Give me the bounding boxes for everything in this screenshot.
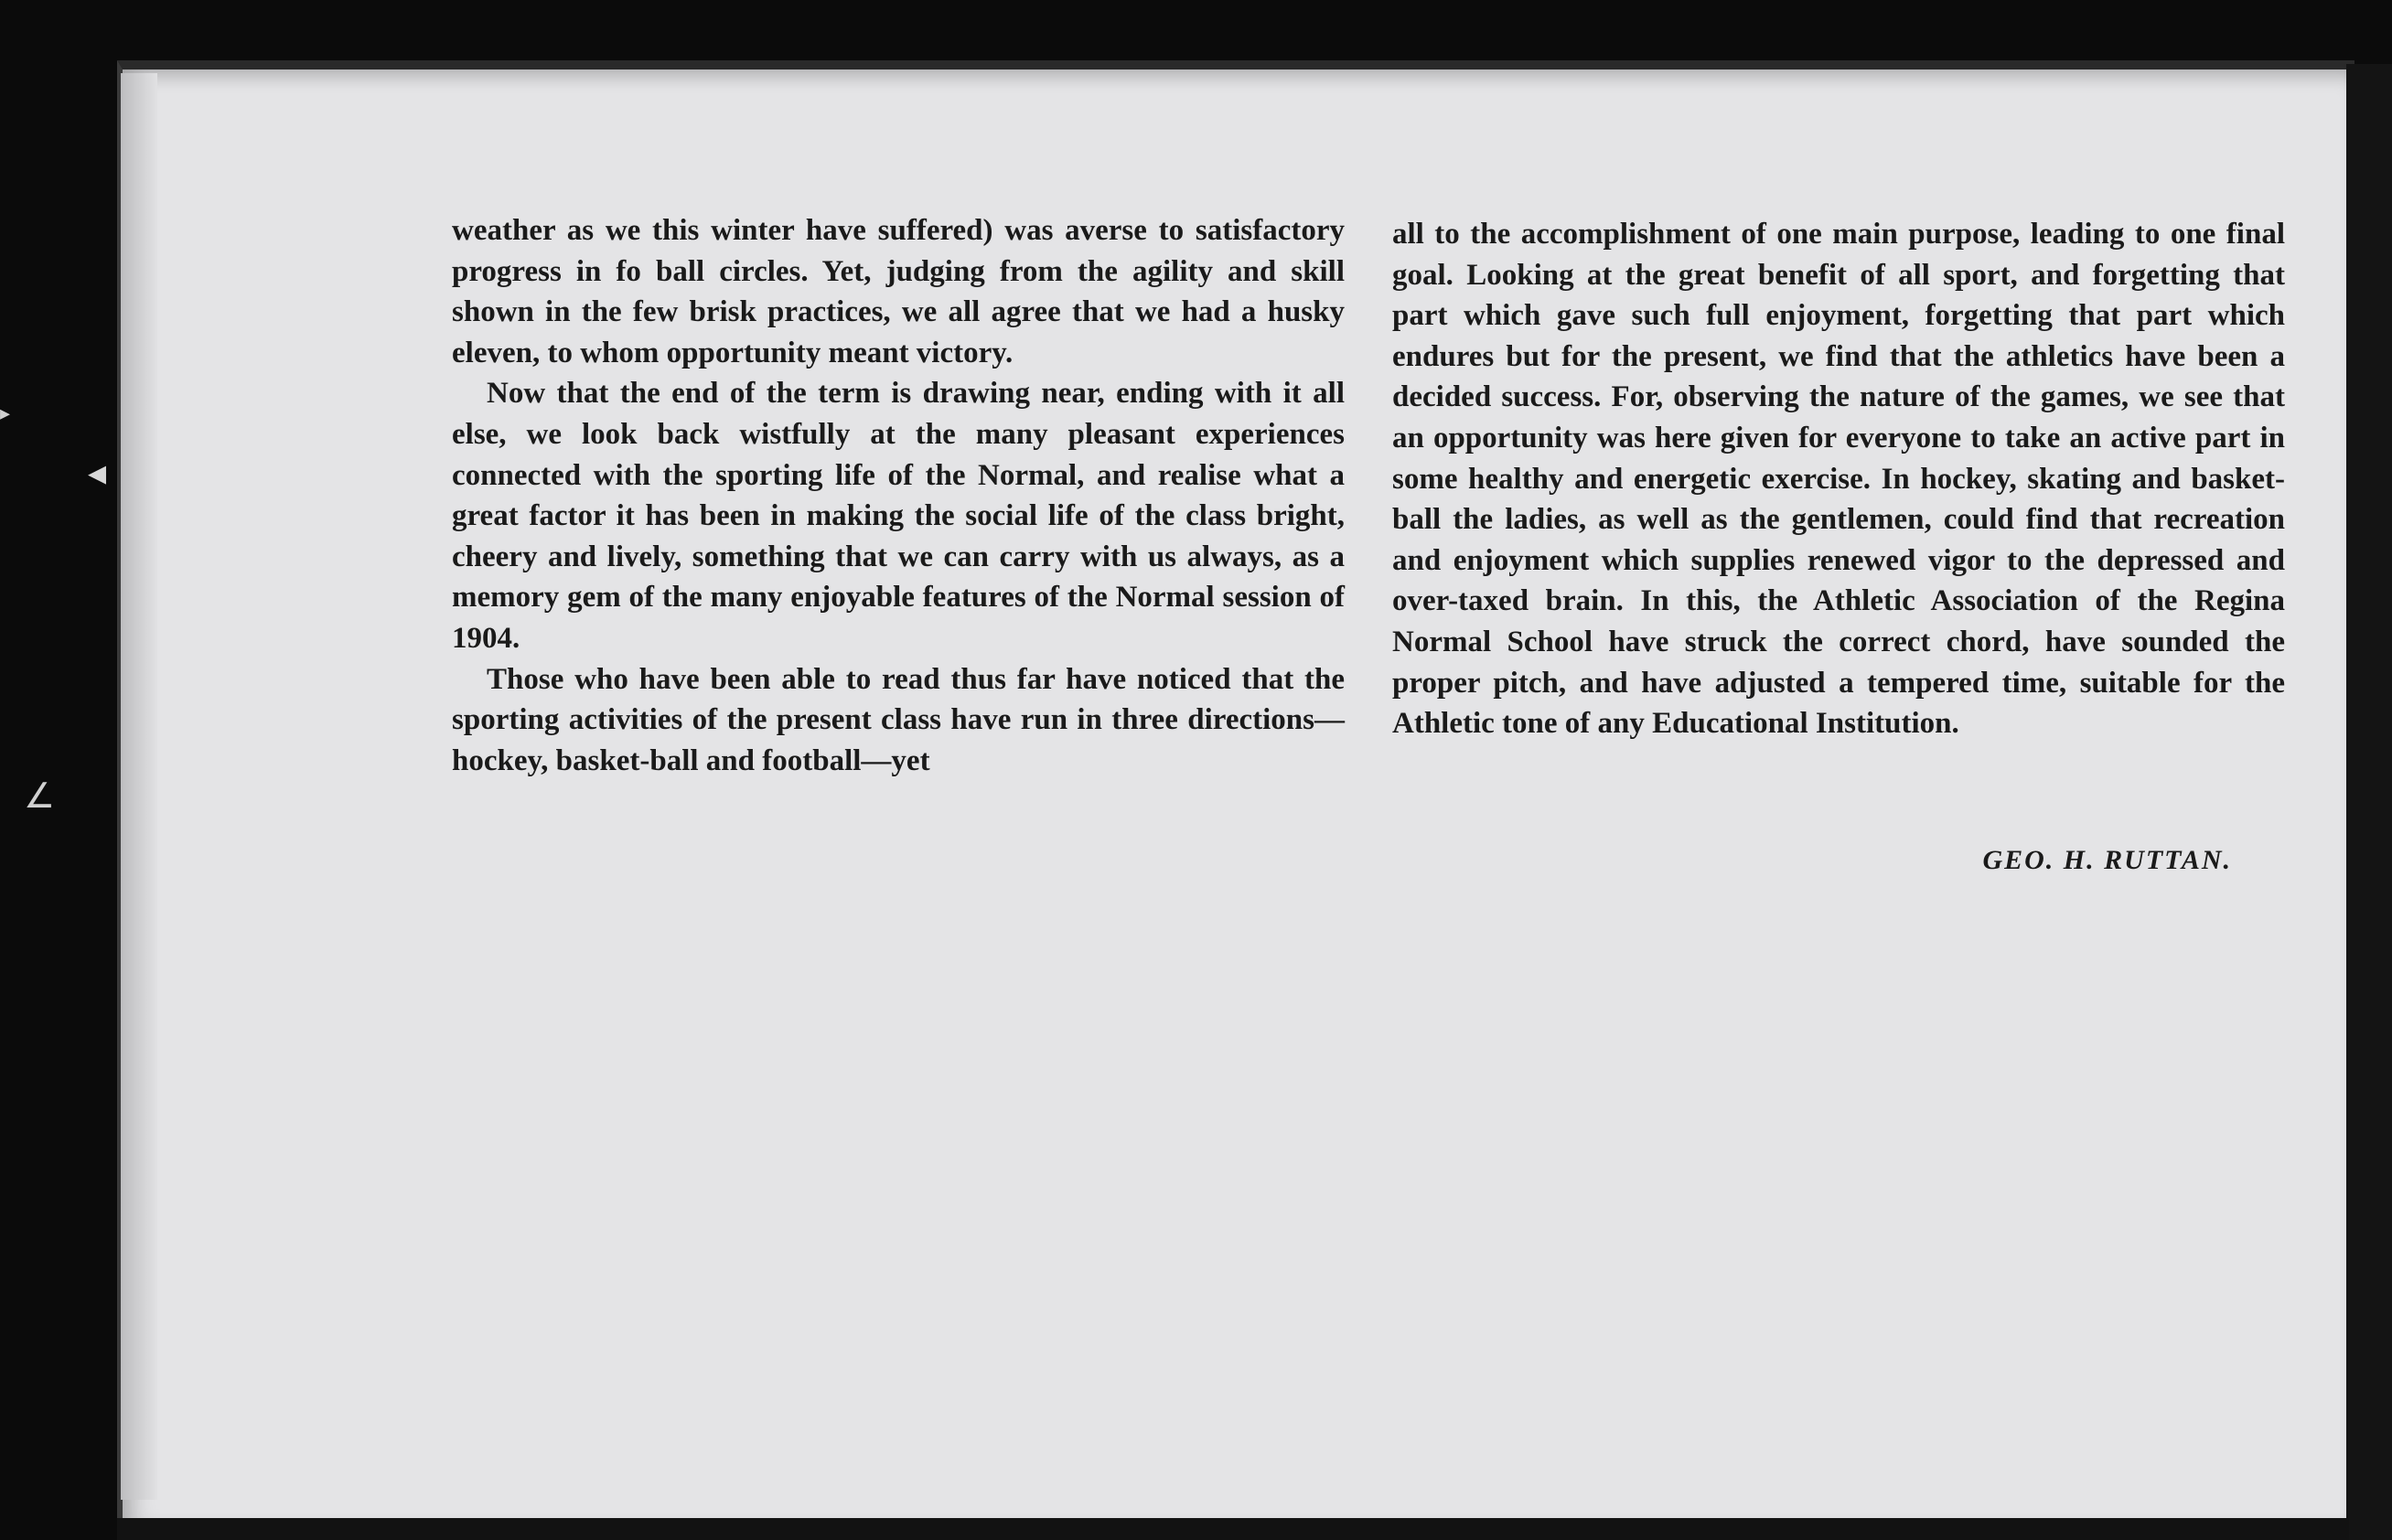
right-text-column	[1392, 214, 2285, 744]
author-signature: GEO. H. RUTTAN.	[1982, 845, 2232, 875]
margin-smudge-icon: ◂	[88, 452, 107, 494]
page-edge	[121, 73, 157, 1500]
paragraph: Those who have been able to read thus far have noticed that the sporting activities of the present class have run in three directions—hockey, basket-ball and football—yet	[452, 662, 1345, 777]
left-text-column	[452, 210, 1345, 781]
margin-arrow-icon: ▸	[0, 402, 11, 425]
paragraph: all to the accomplishment of one main purpose, leading to one final goal. Looking at the great benefit of all sport, and forgetting that part which gave such full enjoyment, forgetting that part which endures but for the present, we find that the athletics have been a decided success. For, observing the nature of the games, we see that an opportunity was here given for everyone to take an active part in some healthy and energetic exercise. In hockey, skating and basket-ball the ladies, as well as the gentlemen, could find that recreation and enjoyment which supplies renewed vigor to the depressed and over-taxed brain. In this, the Athletic Association of the Regina Normal School have struck the correct chord, have sounded the proper pitch, and have adjusted a tempered time, suitable for the Athletic tone of any Educational Institution.	[1392, 218, 2285, 741]
bottom-shadow	[117, 1518, 2349, 1540]
binding-edge	[2346, 64, 2392, 1540]
paragraph: weather as we this winter have suffered) was averse to satisfactory progress in fo ball circles. Yet, judging from the agility and skill shown in the few brisk practices, we all agree that we had a husky eleven, to whom opportunity meant victory.	[452, 214, 1345, 369]
paragraph: Now that the end of the term is drawing near, ending with it all else, we look back wistfully at the many pleasant experiences connected with the sporting life of the Normal, and realise what a great factor it has been in making the social life of the class bright, cheery and lively, something that we can carry with us always, as a memory gem of the many enjoyable features of the Normal session of 1904.	[452, 377, 1345, 655]
margin-scribble-icon: ∠	[24, 775, 56, 816]
